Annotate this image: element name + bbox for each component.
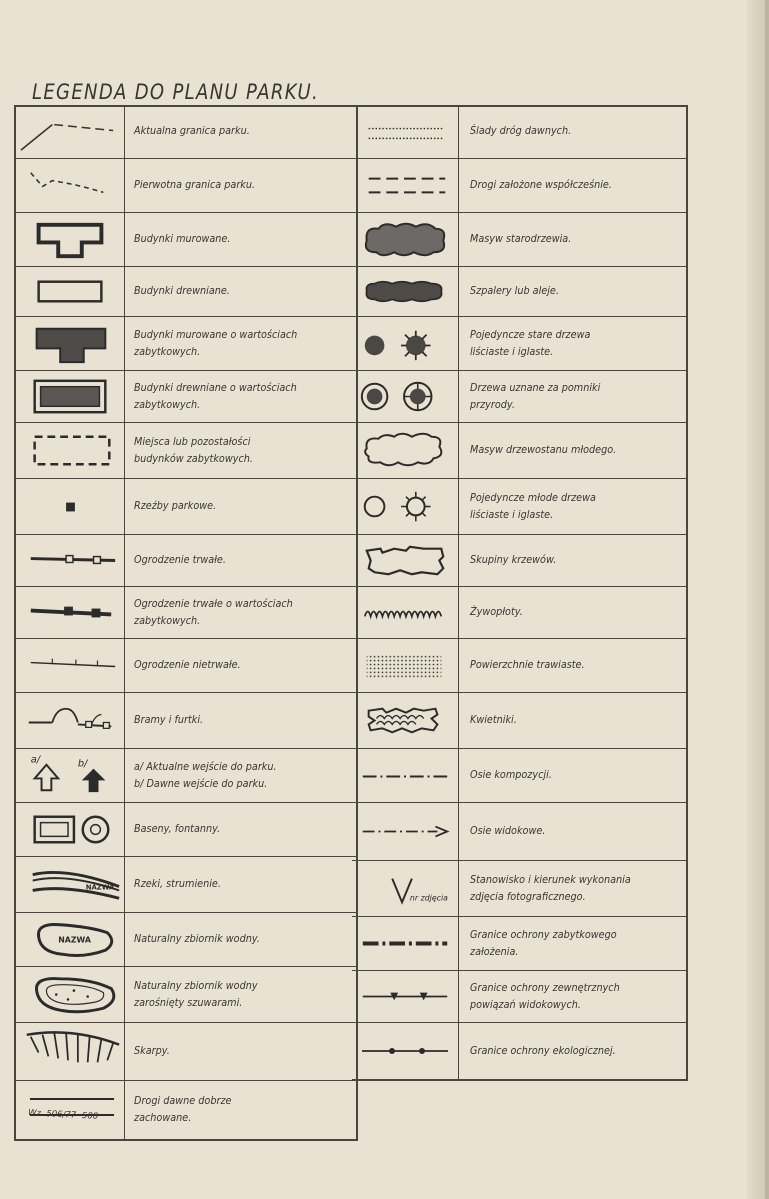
old-tree-mass-icon <box>352 213 459 266</box>
brick-building-icon <box>16 213 125 266</box>
composition-axis-icon <box>352 749 459 802</box>
legend-row <box>352 159 686 213</box>
legend-row <box>16 105 356 159</box>
legend-label: Pierwotna granica parku. <box>134 179 256 191</box>
natural-monument-icon <box>352 371 459 422</box>
legend-row <box>352 105 686 159</box>
historic-wooden-building-icon <box>16 371 125 422</box>
legend-row <box>352 639 686 693</box>
photo-number-label: nr zdjęcia <box>409 893 449 903</box>
heritage-protection-icon <box>352 917 459 970</box>
legend-label: Szpalery lub aleje. <box>470 285 559 297</box>
legend-row <box>352 971 686 1023</box>
historic-fence-icon <box>16 587 125 638</box>
old-trees-icon <box>352 317 459 370</box>
legend-label: Naturalny zbiornik wodny zarośnięty szuwarami. <box>134 979 258 1009</box>
legend-label: Rzeki, strumienie. <box>134 878 221 890</box>
legend-row <box>352 861 686 917</box>
legend-row <box>352 1023 686 1079</box>
legend-row <box>352 317 686 371</box>
legend-label: Drzewa uznane za pomniki przyrody. <box>470 381 601 411</box>
temporary-fence-icon <box>16 639 125 692</box>
legend-row <box>16 371 356 423</box>
legend-label: Masyw drzewostanu młodego. <box>470 444 617 456</box>
slope-icon <box>16 1023 125 1080</box>
flowerbed-icon <box>352 693 459 748</box>
legend-row <box>352 535 686 587</box>
legend-label: Skarpy. <box>134 1045 170 1057</box>
legend-label: Powierzchnie trawiaste. <box>470 659 585 671</box>
entrance-a-letter: a/ <box>30 754 41 766</box>
legend-row <box>352 267 686 317</box>
legend-row <box>16 693 356 749</box>
page-edge-shadow <box>765 0 769 1199</box>
legend-row <box>16 317 356 371</box>
legend-label: Pojedyncze stare drzewa liściaste i iglaste. <box>470 328 591 358</box>
grass-icon <box>352 639 459 692</box>
original-boundary-icon <box>16 159 125 212</box>
legend-label: Drogi dawne dobrze zachowane. <box>134 1095 232 1124</box>
legend-row <box>16 423 356 479</box>
legend-label: Naturalny zbiornik wodny. <box>134 933 260 945</box>
young-tree-mass-icon <box>352 423 459 478</box>
pool-fountain-icon <box>16 803 125 856</box>
legend-label: Skupiny krzewów. <box>470 554 557 566</box>
legend-right-column <box>352 105 688 1081</box>
legend-label: Osie widokowe. <box>470 825 546 837</box>
legend-label: a/ Aktualne wejście do parku. b/ Dawne wejście do parku. <box>134 760 277 790</box>
legend-row <box>16 535 356 587</box>
legend-row <box>352 371 686 423</box>
legend-label: Żywopłoty. <box>470 606 523 618</box>
legend-label: Baseny, fontanny. <box>134 823 221 835</box>
legend-row <box>352 917 686 971</box>
legend-label: Budynki drewniane. <box>134 285 230 297</box>
hedge-icon <box>352 587 459 638</box>
water-name-text: NAZWA <box>58 935 91 945</box>
legend-row <box>16 1023 356 1081</box>
legend-row <box>16 267 356 317</box>
alley-icon <box>352 267 459 316</box>
legend-label: Granice ochrony ekologicznej. <box>470 1044 616 1057</box>
legend-row <box>16 639 356 693</box>
water-body-icon <box>16 913 125 966</box>
legend-label: Ogrodzenie trwałe o wartościach zabytkowych. <box>134 597 293 627</box>
legend-label: Aktualna granica parku. <box>134 125 250 137</box>
view-protection-icon <box>352 971 459 1022</box>
legend-label: Granice ochrony zabytkowego założenia. <box>470 928 617 958</box>
legend-row <box>16 749 356 803</box>
legend-label: Ogrodzenie nietrwałe. <box>134 659 241 671</box>
permanent-fence-icon <box>16 535 125 586</box>
legend-title: LEGENDA DO PLANU PARKU. <box>32 80 320 104</box>
legend-label: Kwietniki. <box>470 714 517 726</box>
legend-label: Drogi założone współcześnie. <box>470 179 612 191</box>
legend-row <box>352 803 686 861</box>
entrance-b-letter: b/ <box>77 758 88 770</box>
current-boundary-icon <box>16 105 125 158</box>
gate-icon <box>16 693 125 748</box>
legend-row <box>352 587 686 639</box>
legend-label: Rzeźby parkowe. <box>134 500 217 512</box>
legend-row <box>352 213 686 267</box>
legend-label: Budynki murowane o wartościach zabytkowych. <box>134 328 298 358</box>
print-code: Wz. 506/77- 500 <box>27 1108 99 1122</box>
legend-row <box>16 803 356 857</box>
legend-label: Osie kompozycji. <box>470 769 552 781</box>
legend-label: Masyw starodrzewia. <box>470 233 572 245</box>
legend-row <box>16 967 356 1023</box>
building-remains-icon <box>16 423 125 478</box>
legend-label: Bramy i furtki. <box>134 714 204 726</box>
entrance-arrows-icon <box>16 749 125 802</box>
legend-row <box>16 857 356 913</box>
sculpture-icon <box>16 479 125 534</box>
legend-label: Ślady dróg dawnych. <box>470 125 572 137</box>
young-trees-icon <box>352 479 459 534</box>
legend-row <box>352 479 686 535</box>
old-road-traces-icon <box>352 105 459 158</box>
shrub-group-icon <box>352 535 459 586</box>
legend-label: Ogrodzenie trwałe. <box>134 554 226 566</box>
photo-position-icon <box>352 861 459 916</box>
river-icon <box>16 857 125 912</box>
legend-row <box>16 213 356 267</box>
legend-row <box>16 587 356 639</box>
legend-label: Stanowisko i kierunek wykonania zdjęcia fotograficznego. <box>470 873 631 903</box>
legend-row <box>16 159 356 213</box>
legend-row <box>16 913 356 967</box>
legend-label: Pojedyncze młode drzewa liściaste i iglaste. <box>470 491 596 521</box>
river-name-text: NAZWA <box>85 883 115 892</box>
reed-water-body-icon <box>16 967 125 1022</box>
legend-label: Miejsca lub pozostałości budynków zabytkowych. <box>134 435 253 465</box>
legend-label: Granice ochrony zewnętrznych powiązań widokowych. <box>470 981 620 1011</box>
ecological-protection-icon <box>352 1023 459 1079</box>
legend-label: Budynki murowane. <box>134 233 231 245</box>
legend-row <box>16 479 356 535</box>
historic-brick-building-icon <box>16 317 125 370</box>
legend-left-column <box>14 105 358 1141</box>
legend-row <box>352 423 686 479</box>
view-axis-icon <box>352 803 459 860</box>
legend-label: Budynki drewniane o wartościach zabytkowych. <box>134 381 297 411</box>
legend-row <box>352 693 686 749</box>
legend-row <box>352 749 686 803</box>
wooden-building-icon <box>16 267 125 316</box>
modern-road-icon <box>352 159 459 212</box>
